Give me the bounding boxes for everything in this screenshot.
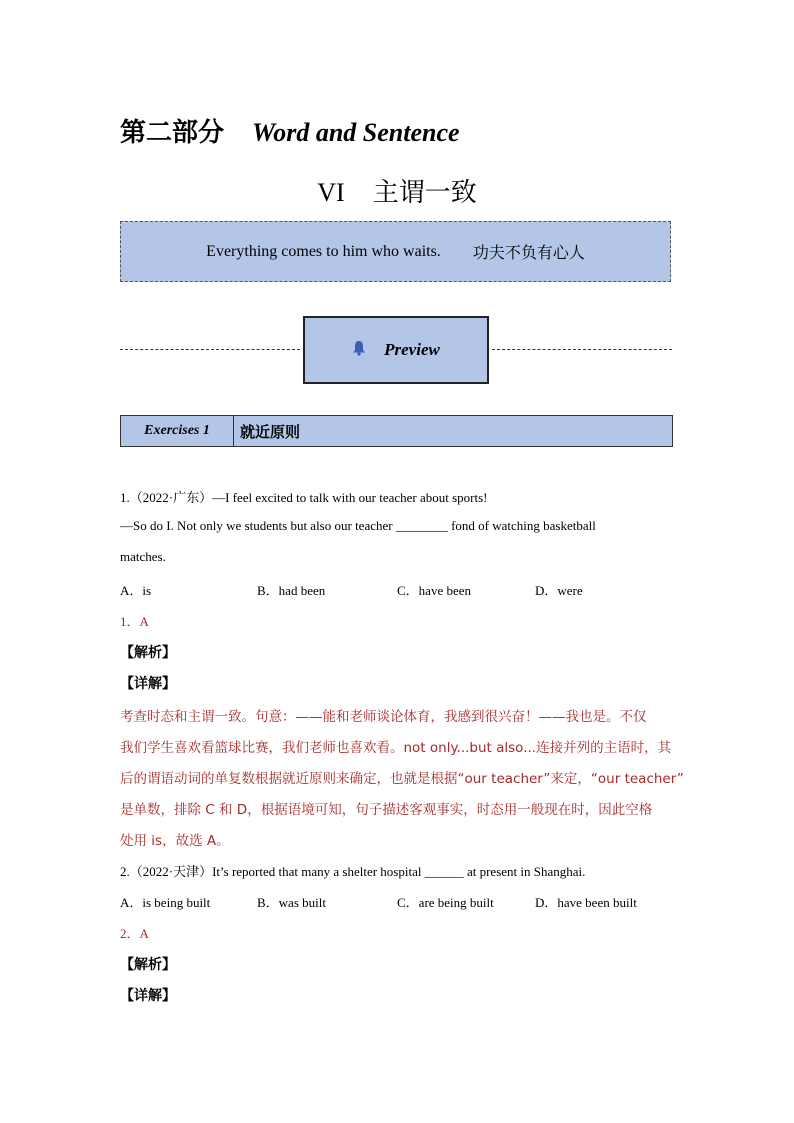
divider-right — [492, 349, 672, 350]
q2-xiangjie-label: 【详解】 — [120, 988, 176, 1004]
q2-option-c: C．are being built — [397, 895, 494, 910]
q2-option-a: A．is being built — [120, 895, 211, 910]
divider-left — [120, 349, 300, 350]
preview-box — [303, 316, 489, 384]
bell-icon — [352, 340, 366, 360]
q1-option-a: A．is — [120, 583, 152, 598]
q1-jiexi-label: 【解析】 — [120, 645, 176, 661]
q1-analysis-line: 我们学生喜欢看篮球比赛，我们老师也喜欢看。not only...but also...连接并列的主语时，其 — [120, 740, 672, 756]
unit-title-cn: 主谓一致 — [372, 178, 477, 208]
q1-answer: 1．A — [120, 614, 149, 629]
q2-jiexi-label: 【解析】 — [120, 957, 176, 973]
part-title-cn: 第二部分 — [120, 118, 225, 148]
q1-analysis-line: 处用 is，故选 A。 — [120, 833, 230, 849]
motto-en: Everything comes to him who waits. — [206, 242, 441, 260]
part-title-en: Word and Sentence — [252, 118, 460, 147]
exercises-header — [120, 415, 673, 447]
exercises-topic: 就近原则 — [240, 422, 301, 441]
q2-option-b: B．was built — [257, 895, 326, 910]
q1-analysis-line: 后的谓语动词的单复数根据就近原则来确定，也就是根据“our teacher”来定，“our teacher” — [120, 771, 684, 787]
q2-option-d: D．have been built — [535, 895, 637, 910]
q1-stem-line3: matches. — [120, 549, 166, 564]
preview-label: Preview — [384, 340, 440, 359]
q1-option-b: B．had been — [257, 583, 326, 598]
q1-analysis-line: 考查时态和主谓一致。句意：——能和老师谈论体育，我感到很兴奋！——我也是。不仅 — [120, 709, 647, 725]
q1-option-c: C．have been — [397, 583, 472, 598]
q1-xiangjie-label: 【详解】 — [120, 676, 176, 692]
q1-option-d: D．were — [535, 583, 583, 598]
q2-stem: 2.（2022·天津）It’s reported that many a shelter hospital ______ at present in Shanghai. — [120, 864, 586, 879]
q1-stem-line2: —So do I. Not only we students but also our teacher ________ fond of watching basketball — [120, 518, 596, 533]
part-title — [120, 112, 460, 149]
unit-title — [0, 172, 794, 209]
q1-analysis-line: 是单数，排除 C 和 D，根据语境可知，句子描述客观事实，时态用一般现在时，因此空格 — [120, 802, 653, 818]
motto-box — [120, 221, 671, 282]
exercises-tag: Exercises 1 — [121, 416, 234, 446]
motto-cn: 功夫不负有心人 — [472, 243, 585, 262]
q2-answer: 2．A — [120, 926, 149, 941]
unit-roman: VI — [317, 178, 345, 207]
q1-stem-line1: 1.（2022·广东）—I feel excited to talk with our teacher about sports! — [120, 490, 488, 505]
